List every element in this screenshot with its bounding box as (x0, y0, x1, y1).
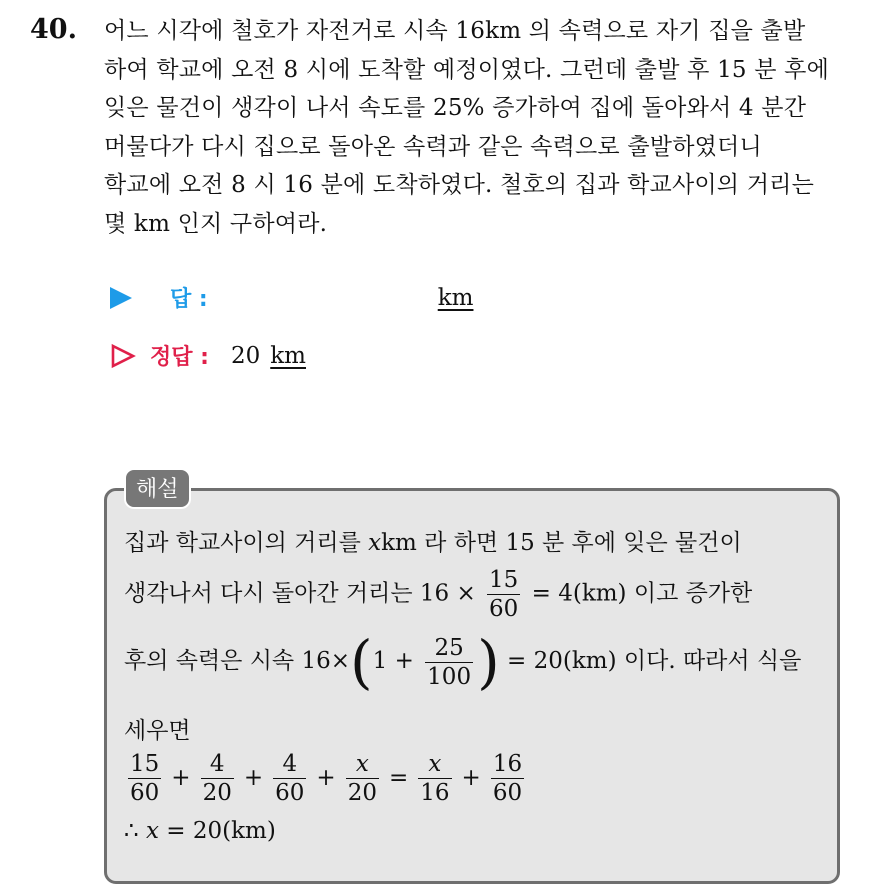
variable: x (368, 530, 382, 556)
fraction (201, 750, 234, 807)
explanation-line (124, 628, 802, 696)
text: = 4(km) 이고 증가한 (531, 580, 753, 607)
fraction (273, 750, 306, 807)
numerator: x (355, 751, 369, 777)
equation (124, 750, 528, 807)
denominator: 20 (202, 780, 232, 806)
text: 후의 속력은 시속 16× (124, 648, 350, 674)
fraction (487, 566, 520, 623)
denominator: 60 (492, 780, 523, 806)
fraction (425, 634, 473, 691)
plus-sign: + (171, 764, 191, 791)
left-paren: ( (350, 628, 373, 696)
text: 생각나서 다시 돌아간 거리는 16 × (124, 580, 476, 607)
denominator: 100 (427, 663, 472, 690)
numerator: 15 (489, 567, 519, 593)
denominator: 60 (130, 780, 160, 806)
denominator: 60 (489, 596, 519, 622)
answer-row (110, 282, 473, 313)
explanation-line (124, 566, 752, 623)
text: km 라 하면 15 분 후에 잊은 물건이 (381, 530, 742, 556)
correct-answer-row (110, 340, 306, 371)
fraction (346, 750, 379, 807)
explanation-line (124, 524, 742, 557)
correct-label: 정답 : (150, 345, 209, 370)
numerator: 25 (434, 634, 464, 661)
text: 1 + (372, 648, 414, 674)
variable: x (145, 818, 159, 844)
answer-label: 답 : (170, 287, 208, 312)
numerator: 4 (282, 751, 298, 777)
question-line: 어느 시각에 철호가 자전거로 시속 16km 의 속력으로 자기 집을 출발 (104, 18, 806, 44)
right-paren: ) (477, 628, 500, 696)
question-text (104, 12, 864, 243)
question-line: 잊은 물건이 생각이 나서 속도를 25% 증가하여 집에 돌아와서 4 분간 (104, 95, 807, 121)
question-line: 하여 학교에 오전 8 시에 도착할 예정이였다. 그런데 출발 후 15 분 후에 (104, 56, 830, 83)
fraction (128, 750, 161, 807)
answer-unit: km (437, 284, 474, 311)
play-outline-icon (110, 343, 136, 369)
plus-sign: + (243, 764, 264, 791)
plus-sign: + (461, 764, 481, 791)
question-number: 40. (30, 14, 77, 45)
conclusion (124, 818, 276, 844)
explanation-line: 세우면 (124, 718, 191, 744)
explanation-tag: 해설 (124, 468, 191, 509)
text: = 20(km) 이다. 따라서 식을 (507, 648, 802, 674)
numerator: 16 (492, 751, 523, 777)
equals-sign: = (388, 764, 409, 791)
text: = 20(km) (166, 818, 276, 844)
correct-value: 20 (230, 342, 261, 369)
question-line: 학교에 오전 8 시 16 분에 도착하였다. 철호의 집과 학교사이의 거리는 (104, 172, 814, 198)
therefore-symbol: ∴ (124, 818, 139, 844)
numerator: 4 (209, 751, 225, 777)
question-line: 몇 km 인지 구하여라. (104, 210, 328, 237)
denominator: 20 (347, 780, 377, 806)
question-line: 머물다가 다시 집으로 돌아온 속력과 같은 속력으로 출발하였더니 (104, 133, 762, 160)
denominator: 60 (275, 780, 305, 806)
correct-unit: km (270, 342, 306, 369)
numerator: 15 (130, 751, 160, 777)
plus-sign: + (316, 764, 336, 791)
fraction (491, 750, 524, 807)
denominator: 16 (420, 780, 450, 806)
play-icon (110, 287, 132, 309)
fraction (418, 750, 451, 807)
text: 집과 학교사이의 거리를 (124, 530, 369, 556)
numerator: x (428, 751, 442, 777)
